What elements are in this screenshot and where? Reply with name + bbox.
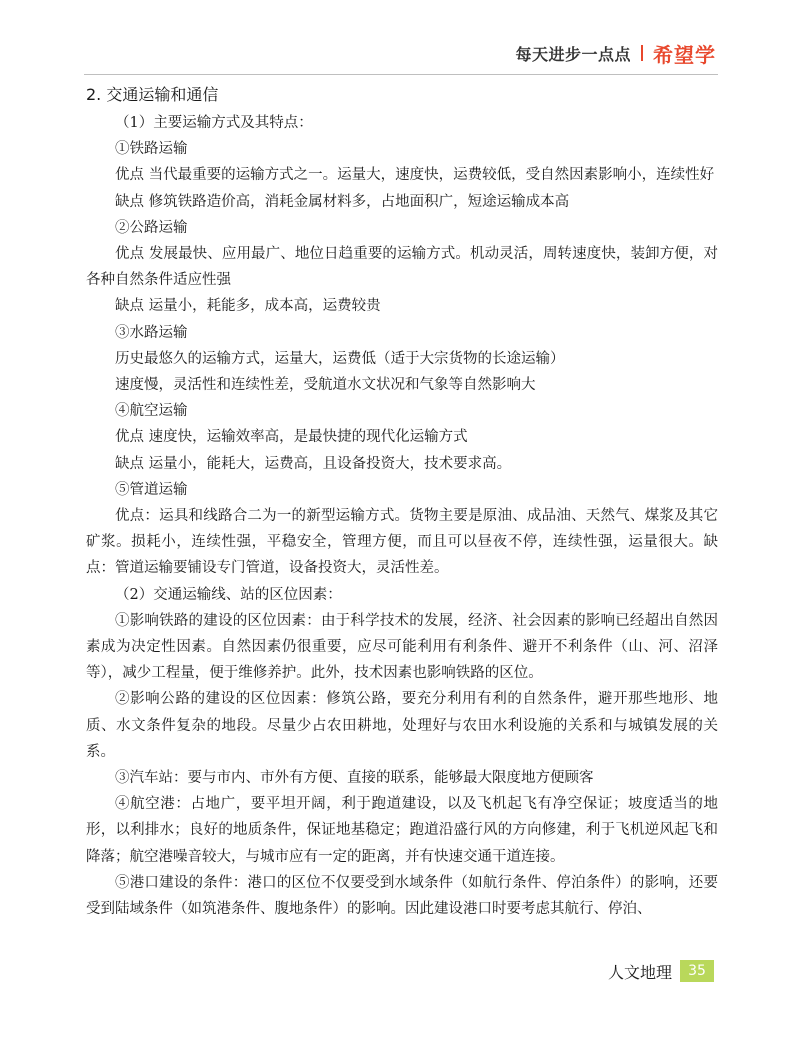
paragraph: ②影响公路的建设的区位因素：修筑公路，要充分利用有利的自然条件，避开那些地形、地质、水文条件复杂的地段。尽量少占农田耕地，处理好与农田水利设施的关系和与城镇发展的关系。 [86, 691, 718, 760]
page-footer [608, 956, 714, 986]
page-number-badge: 35 [680, 960, 714, 982]
paragraph: ②公路运输 [115, 219, 188, 236]
paragraph: ③汽车站：要与市内、市外有方便、直接的联系，能够最大限度地方便顾客 [115, 770, 594, 787]
paragraph: 优点：运具和线路合二为一的新型运输方式。货物主要是原油、成品油、天然气、煤浆及其它矿浆。损耗小，连续性强，平稳安全，管理方便，而且可以昼夜不停，连续性强，运量很大。缺点：管道运输要铺设专门管道，设备投资大，灵活性差。 [86, 508, 718, 577]
paragraph: ①铁路运输 [115, 141, 188, 158]
paragraph: （1）主要运输方式及其特点： [115, 115, 313, 131]
paragraph: 历史最悠久的运输方式，运量大，运费低（适于大宗货物的长途运输） [115, 350, 565, 367]
paragraph: 优点 发展最快、应用最广、地位日趋重要的运输方式。机动灵活，周转速度快，装卸方便，对各种自然条件适应性强 [86, 246, 718, 289]
paragraph: ⑤港口建设的条件：港口的区位不仅要受到水域条件（如航行条件、停泊条件）的影响，还要受到陆域条件（如筑港条件、腹地条件）的影响。因此建设港口时要考虑其航行、停泊、 [86, 874, 718, 918]
header-slogan: 每天进步一点点 [515, 44, 631, 64]
header-divider [641, 45, 643, 61]
page-content [86, 82, 718, 922]
brand-logo: 希望学 [653, 42, 716, 67]
paragraph: 优点 当代最重要的运输方式之一。运量大，速度快，运费较低，受自然因素影响小，连续性好 [115, 167, 715, 184]
paragraph: ①影响铁路的建设的区位因素：由于科学技术的发展，经济、社会因素的影响已经超出自然因素成为决定性因素。自然因素仍很重要，应尽可能利用有利条件、避开不利条件（山、河、沼泽等），减少工程量，便于维修养护。此外，技术因素也影响铁路的区位。 [86, 612, 718, 682]
header-rule [84, 74, 718, 75]
subject-label: 人文地理 [607, 962, 672, 982]
paragraph: 速度慢，灵活性和连续性差，受航道水文状况和气象等自然影响大 [115, 377, 536, 394]
paragraph: 优点 速度快，运输效率高，是最快捷的现代化运输方式 [115, 429, 468, 446]
header-branding [515, 38, 716, 68]
paragraph: ③水路运输 [115, 324, 188, 341]
paragraph: （2）交通运输线、站的区位因素： [115, 586, 342, 603]
section-title: 2. 交通运输和通信 [86, 85, 219, 104]
paragraph: ④航空运输 [115, 403, 188, 420]
paragraph: 缺点 运量小，能耗大，运费高，且设备投资大，技术要求高。 [115, 455, 512, 472]
page-header [0, 0, 800, 80]
paragraph: ⑤管道运输 [115, 481, 188, 498]
paragraph: 缺点 修筑铁路造价高，消耗金属材料多，占地面积广，短途运输成本高 [115, 193, 570, 210]
paragraph: ④航空港：占地广，要平坦开阔，利于跑道建设，以及飞机起飞有净空保证；坡度适当的地形，以利排水；良好的地质条件，保证地基稳定；跑道沿盛行风的方向修建，利于飞机逆风起飞和降落；航空港噪音较大，与城市应有一定的距离，并有快速交通干道连接。 [86, 796, 718, 865]
paragraph: 缺点 运量小，耗能多，成本高，运费较贵 [115, 298, 381, 315]
